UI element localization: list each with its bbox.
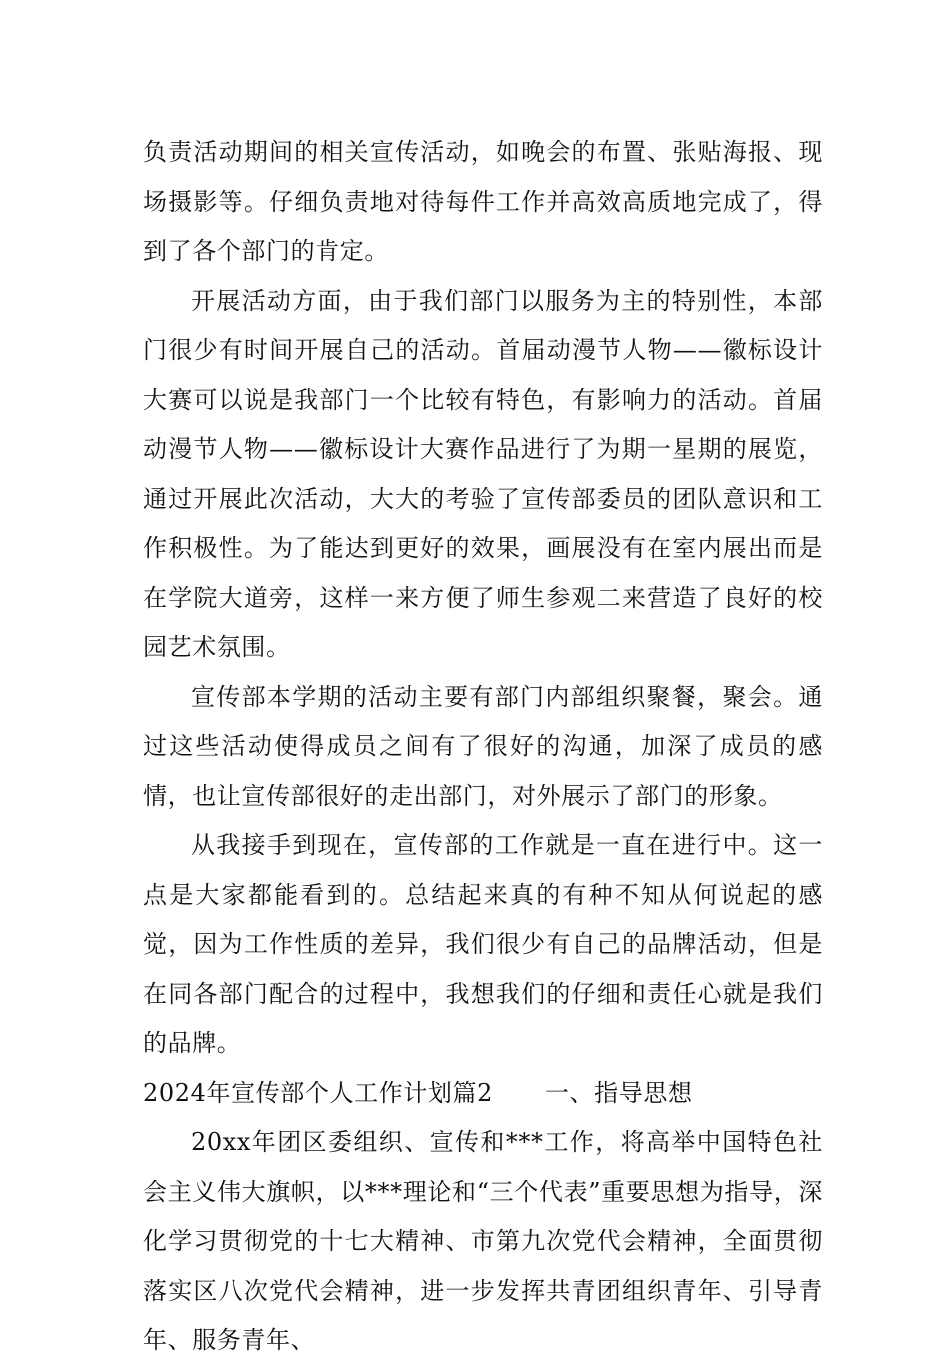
document-body <box>143 128 823 1366</box>
paragraph-summary: 从我接手到现在，宣传部的工作就是一直在进行中。这一点是大家都能看到的。总结起来真的有种不知从何说起的感觉，因为工作性质的差异，我们很少有自己的品牌活动，但是在同各部门配合的过程中，我想我们的仔细和责任心就是我们的品牌。 <box>143 831 823 1057</box>
paragraph-publicity-duties: 负责活动期间的相关宣传活动，如晚会的布置、张贴海报、现场摄影等。仔细负责地对待每件工作并高效高质地完成了，得到了各个部门的肯定。 <box>143 138 823 265</box>
paragraph-guiding-thought: 20xx年团区委组织、宣传和***工作，将高举中国特色社会主义伟大旗帜，以***理论和“三个代表”重要思想为指导，深化学习贯彻党的十七大精神、市第九次党代会精神，全面贯彻落实区八次党代会精神，进一步发挥共青团组织青年、引导青年、服务青年、 <box>143 1128 823 1354</box>
paragraph-activities: 开展活动方面，由于我们部门以服务为主的特别性，本部门很少有时间开展自己的活动。首届动漫节人物——徽标设计大赛可以说是我部门一个比较有特色，有影响力的活动。首届动漫节人物——徽标设计大赛作品进行了为期一星期的展览，通过开展此次活动，大大的考验了宣传部委员的团队意识和工作积极性。为了能达到更好的效果，画展没有在室内展出而是在学院大道旁，这样一来方便了师生参观二来营造了良好的校园艺术氛围。 <box>143 286 823 661</box>
paragraph-gatherings: 宣传部本学期的活动主要有部门内部组织聚餐，聚会。通过这些活动使得成员之间有了很好的沟通，加深了成员的感情，也让宣传部很好的走出部门，对外展示了部门的形象。 <box>143 682 823 810</box>
section-heading <box>143 1069 823 1119</box>
section-subtitle: 一、指导思想 <box>544 1078 693 1107</box>
section-title: 2024年宣传部个人工作计划篇2 <box>143 1078 493 1107</box>
